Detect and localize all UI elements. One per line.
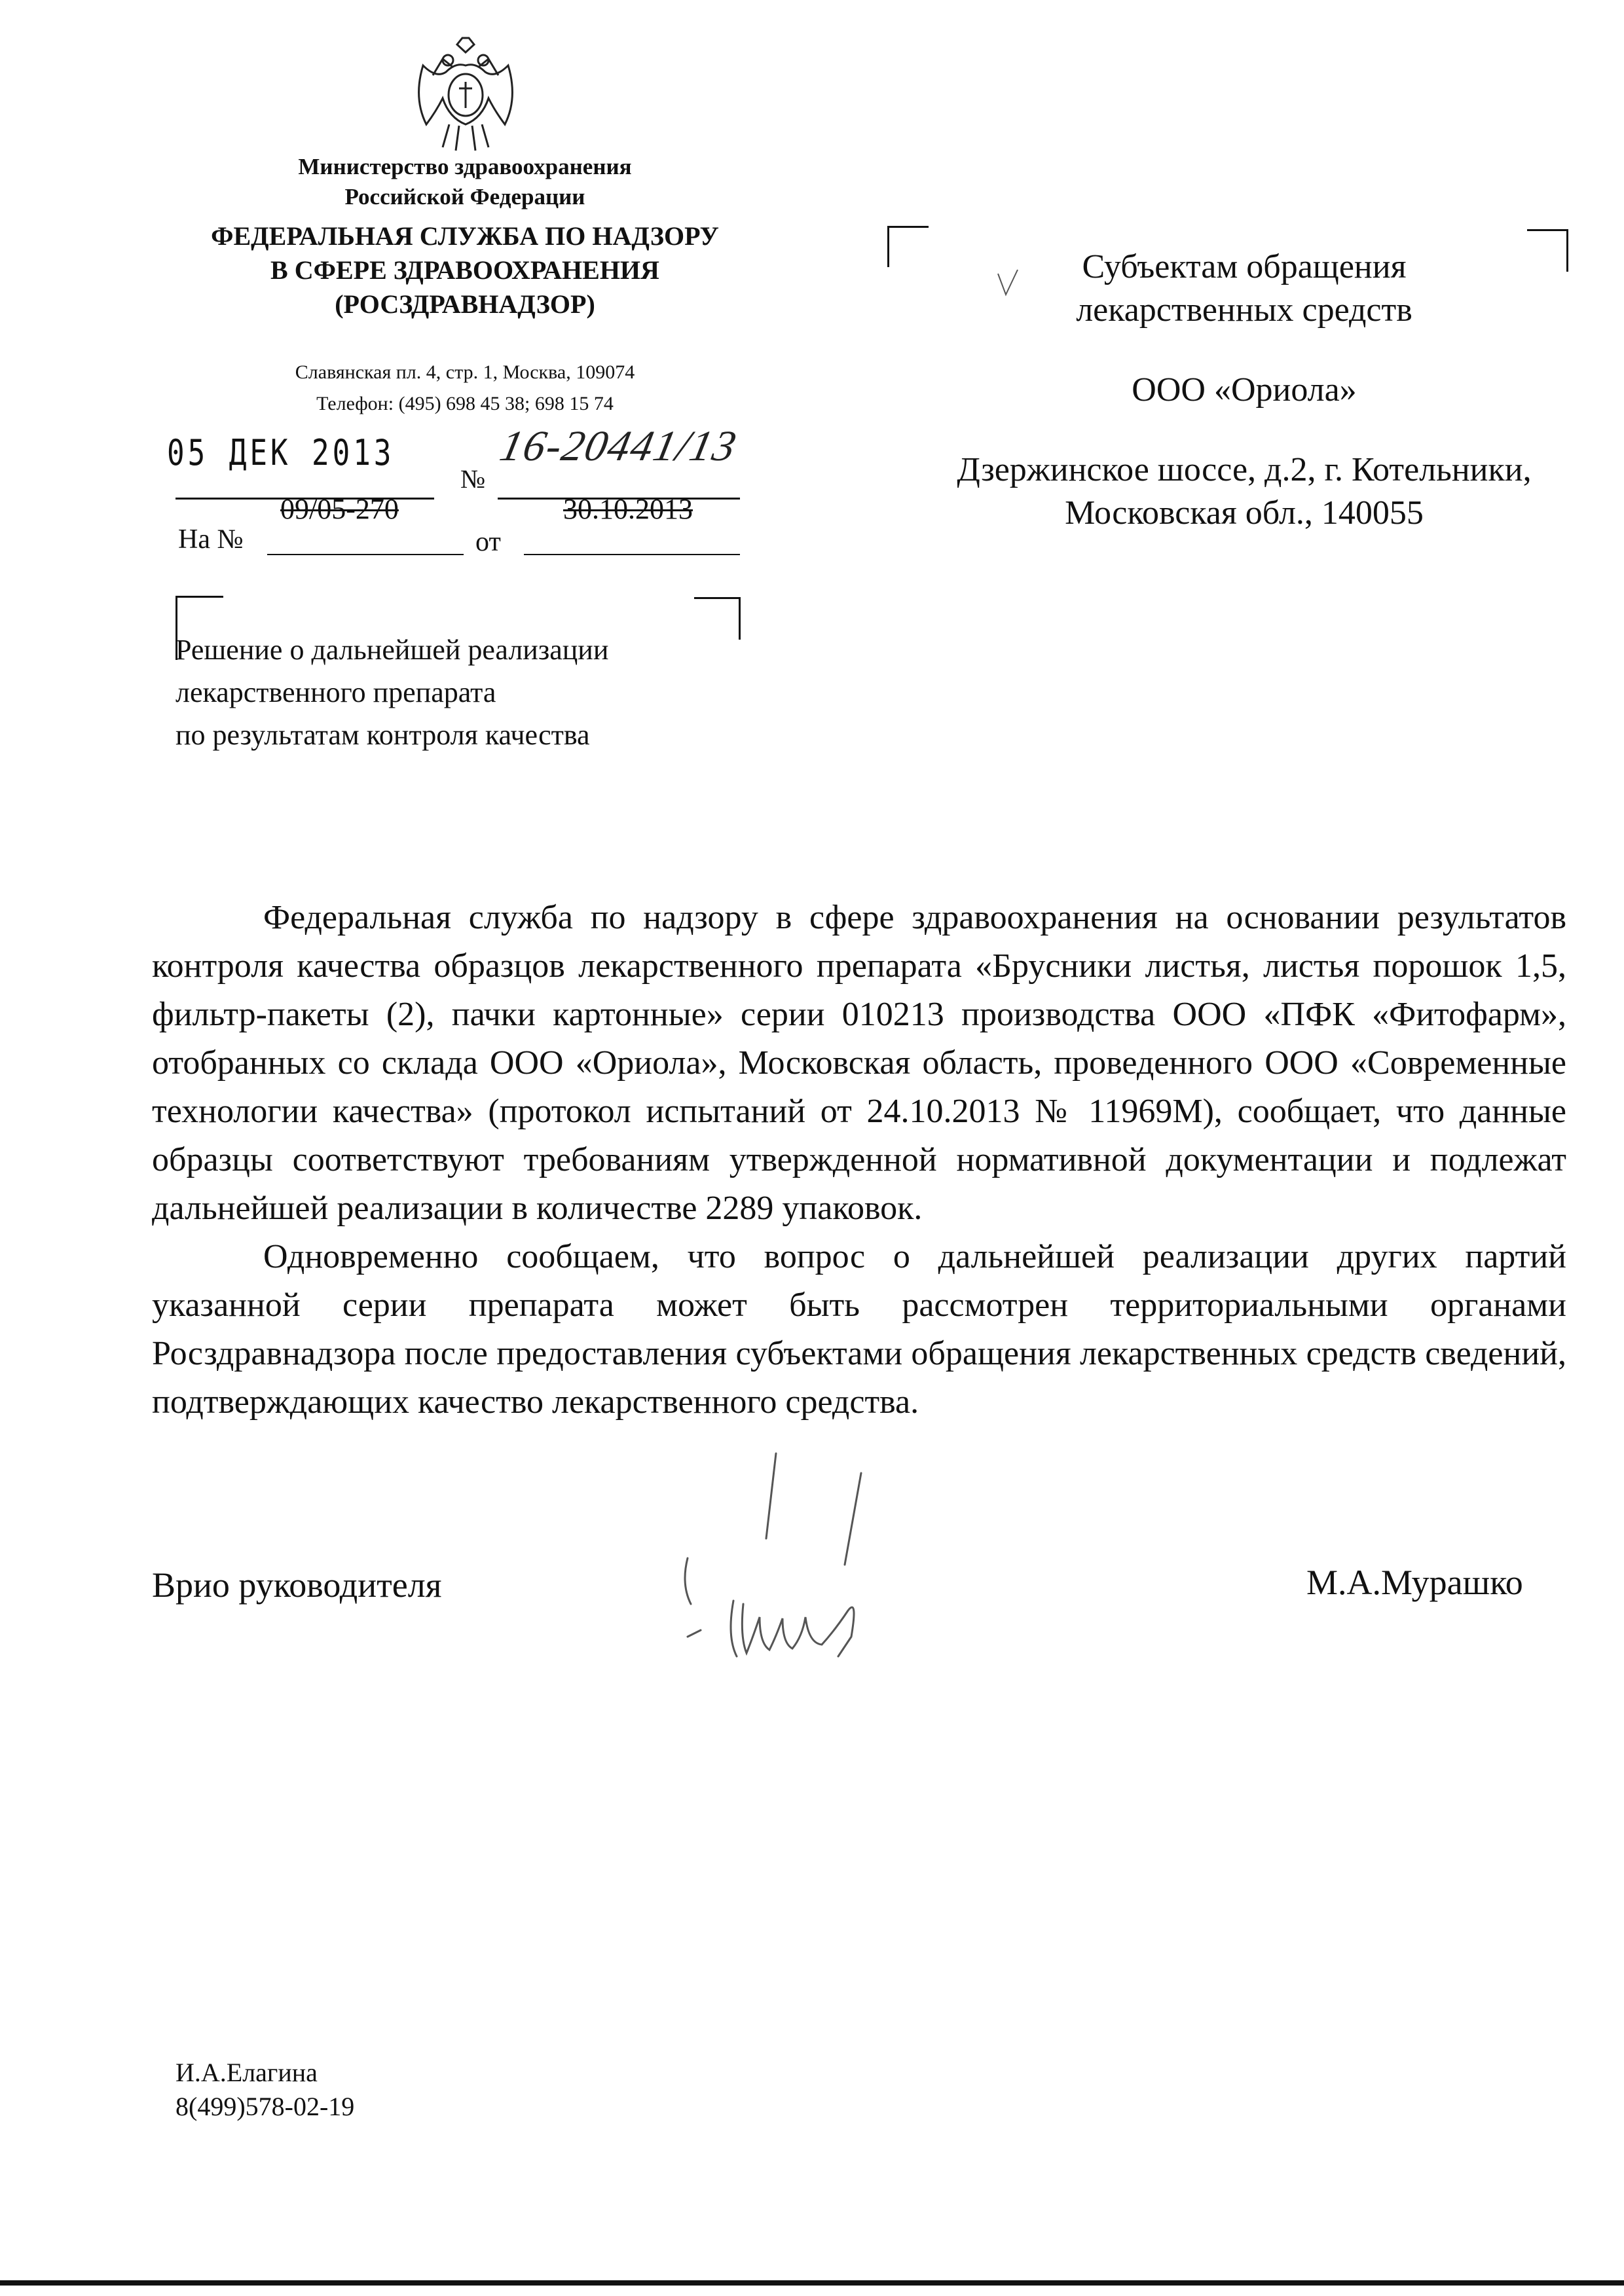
outgoing-number: 16-20441/13: [496, 422, 742, 470]
body-paragraph-2: Одновременно сообщаем, что вопрос о дальнейшей реализации других партий указанной серии препарата может быть рассмотрен территориальными органами Росздравнадзора после предоставления субъектами обращения лекарственных средств сведений, подтверждающих качество лекарственного средства.: [152, 1238, 1566, 1421]
subject-line-1: Решение о дальнейшей реализации: [175, 634, 609, 666]
ministry-name: [196, 152, 733, 212]
signatory-name: М.А.Мурашко: [1306, 1563, 1523, 1602]
executor-name: И.А.Елагина: [175, 2058, 318, 2087]
executor-block: [175, 2056, 354, 2124]
ot-underline: [524, 554, 740, 555]
recipient-address-1: Дзержинское шоссе, д.2, г. Котельники,: [957, 451, 1532, 488]
coat-of-arms-icon: [397, 26, 534, 157]
ot-label: от: [475, 527, 501, 557]
na-underline: [267, 554, 464, 555]
service-line-2: В СФЕРЕ ЗДРАВООХРАНЕНИЯ: [270, 255, 659, 285]
handwritten-signature: [661, 1440, 989, 1676]
letter-body: [152, 894, 1566, 1427]
reference-date: 30.10.2013: [563, 493, 693, 525]
sender-phone-line: Телефон: (495) 698 45 38; 698 15 74: [316, 393, 614, 414]
number-label: №: [460, 464, 486, 494]
reference-number: 09/05-270: [280, 493, 399, 525]
recipient-address-2: Московская обл., 140055: [1065, 494, 1424, 532]
service-line-3: (РОСЗДРАВНАДЗОР): [335, 289, 595, 319]
service-line-1: ФЕДЕРАЛЬНАЯ СЛУЖБА ПО НАДЗОРУ: [211, 221, 719, 251]
stamp-date: 05 ДЕК 2013: [167, 432, 395, 473]
executor-phone: 8(499)578-02-19: [175, 2092, 355, 2121]
service-name: [157, 219, 773, 321]
na-label: На №: [178, 524, 244, 555]
ministry-line-1: Министерство здравоохранения: [298, 154, 632, 179]
letter-subject: [175, 629, 765, 756]
sender-address-line: Славянская пл. 4, стр. 1, Москва, 109074: [295, 361, 635, 383]
sender-address: [196, 357, 733, 420]
recipient-company: ООО «Ориола»: [1132, 371, 1357, 409]
subject-line-3: по результатам контроля качества: [175, 719, 590, 751]
recipient-line-1: Субъектам обращения: [1082, 248, 1407, 285]
recipient-line-2: лекарственных средств: [1076, 291, 1412, 329]
recipient-block: [904, 246, 1585, 535]
ministry-line-2: Российской Федерации: [344, 184, 585, 210]
subject-line-2: лекарственного препарата: [175, 676, 496, 708]
body-paragraph-1: Федеральная служба по надзору в сфере здравоохранения на основании результатов контроля качества образцов лекарственного препарата «Брусники листья, листья порошок 1,5, фильтр-пакеты (2), пачки картонные» серии 010213 производства ООО «ПФК «Фитофарм», отобранных со склада ООО «Ориола», Московская область, проведенного ООО «Современные технологии качества» (протокол испытаний от 24.10.2013 № 11969М), сообщает, что данные образцы соответствуют требованиям утвержденной нормативной документации и подлежат дальнейшей реализации в количестве 2289 упаковок.: [152, 899, 1566, 1227]
signatory-title: Врио руководителя: [152, 1565, 442, 1605]
scan-edge-line: [0, 2280, 1624, 2286]
